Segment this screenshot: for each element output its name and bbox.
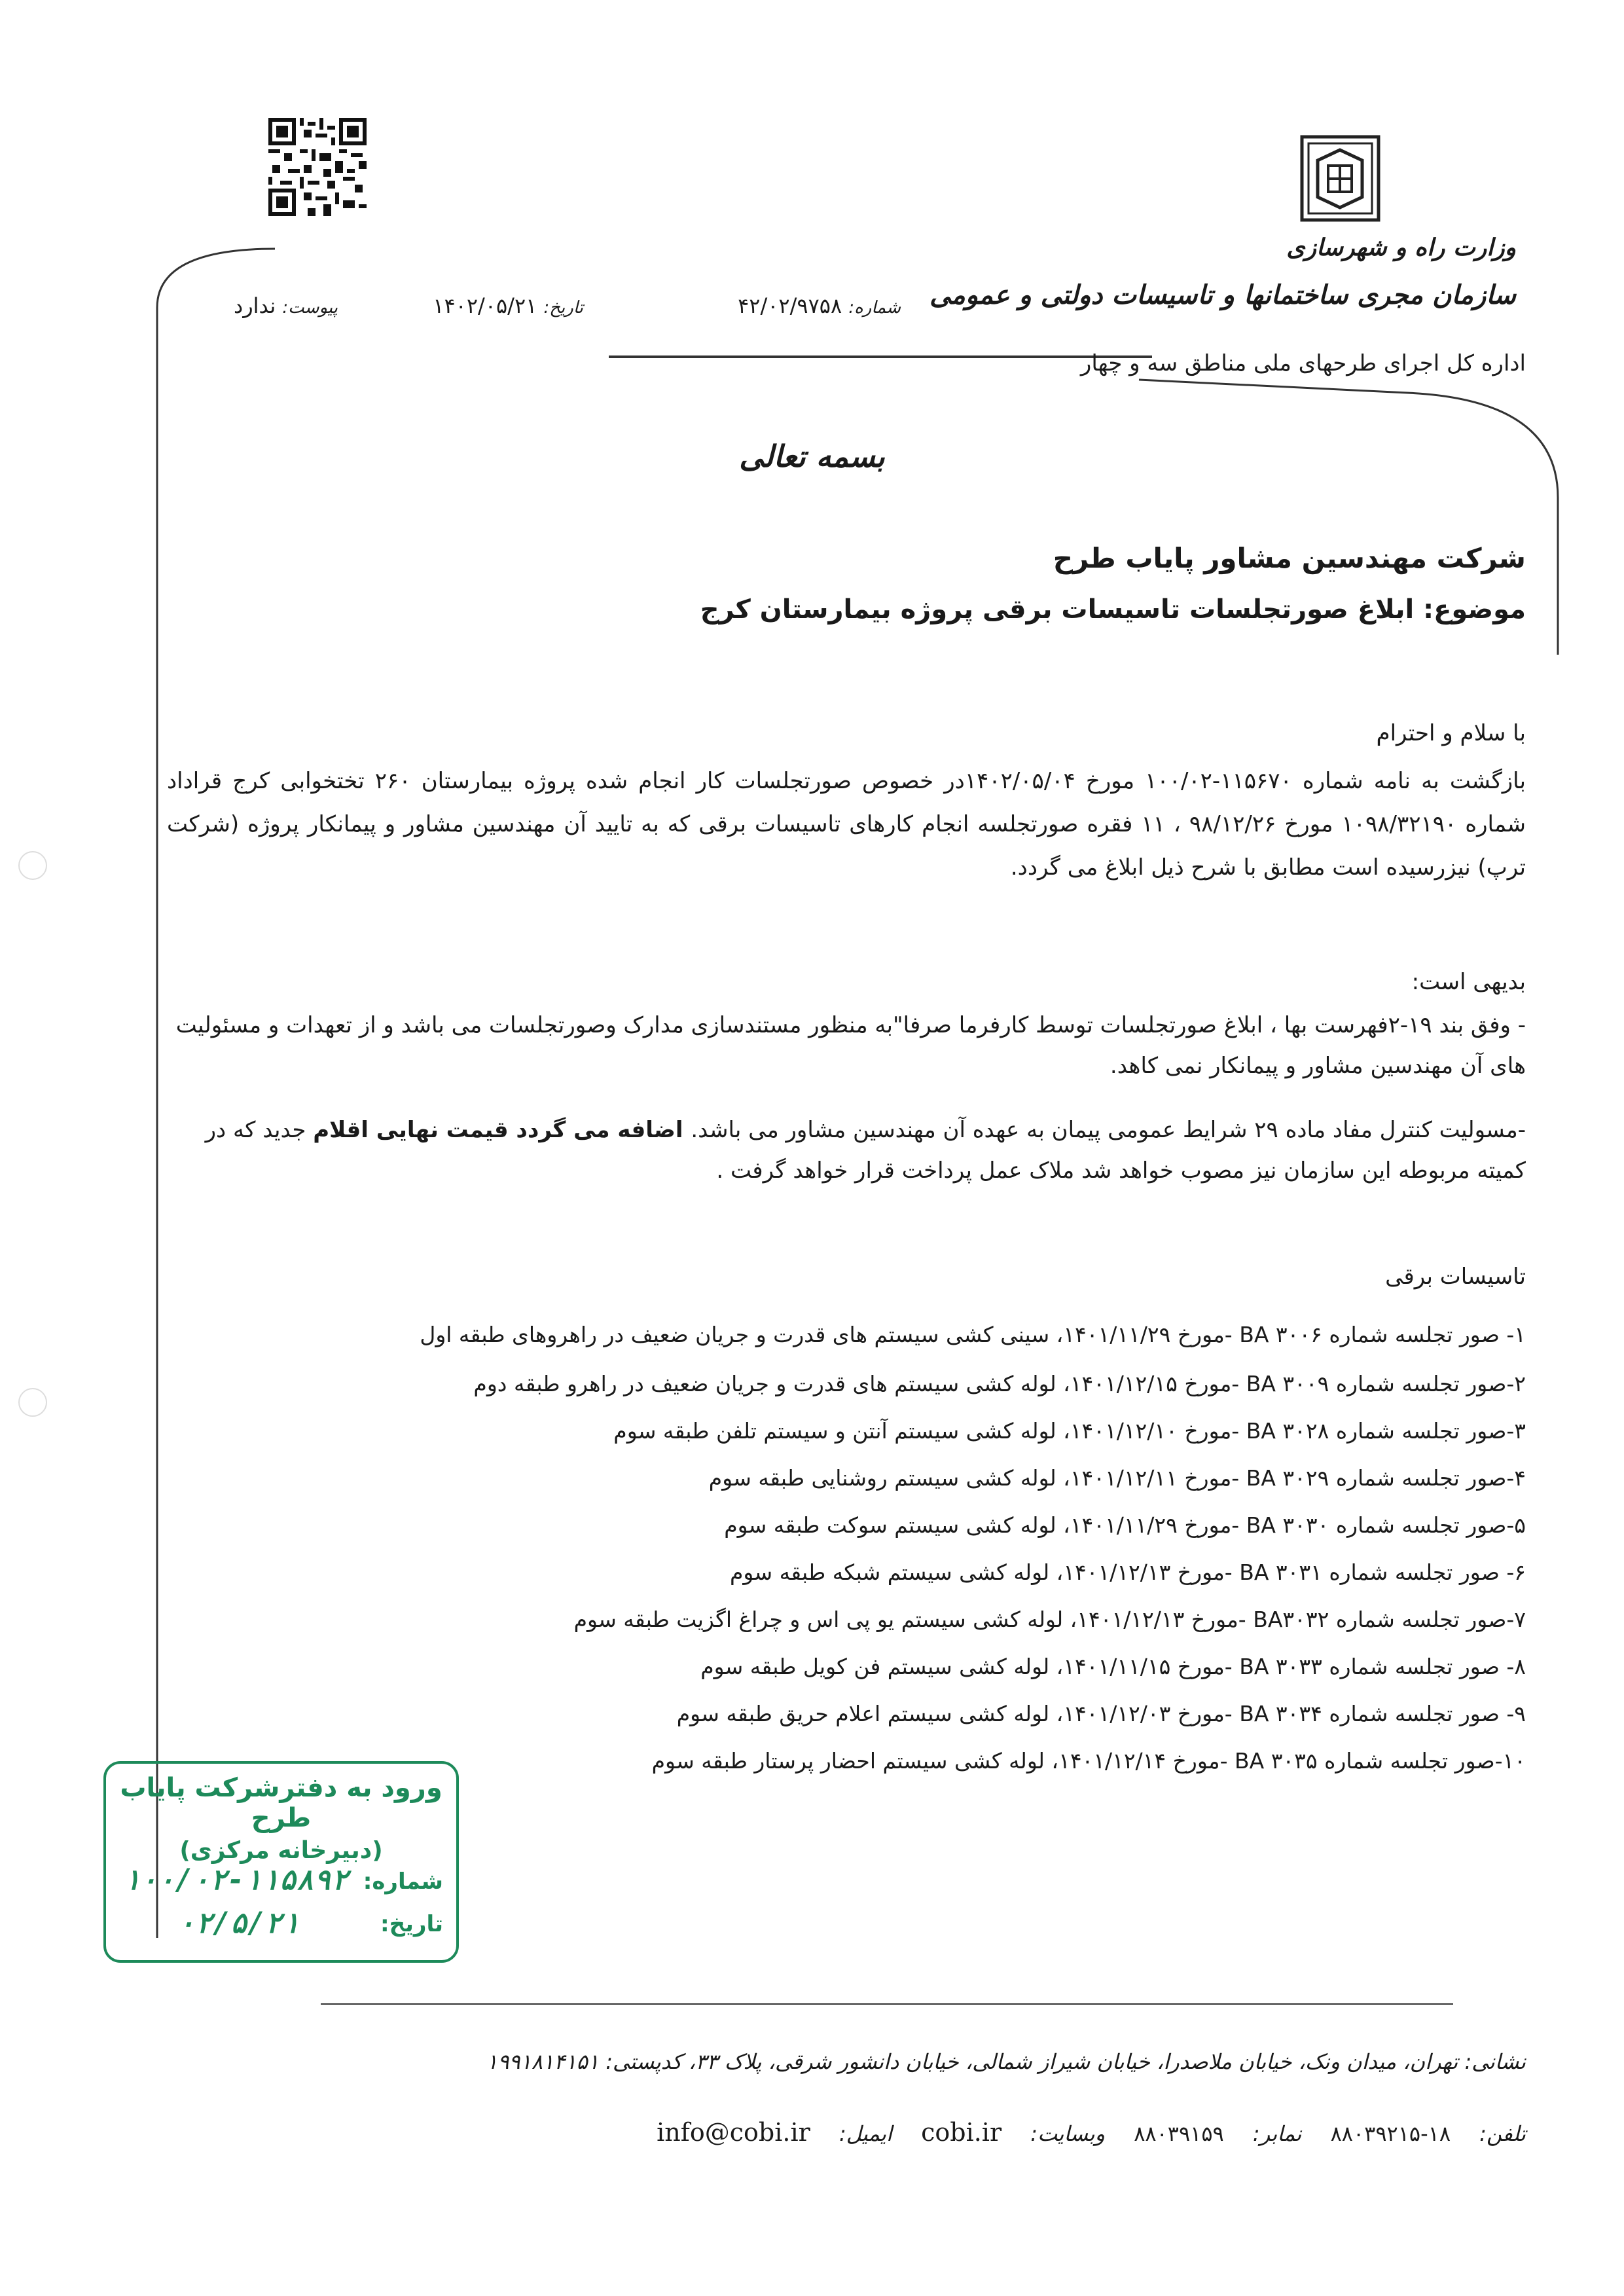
note-price-list: - وفق بند ۱۹-۲فهرست بها ، ابلاغ صورتجلسات توسط کارفرما صرفا"به منظور مستندسازی مدارک وصورتجلسات می باشد و از تعهدات و مسئولیت های آن مهندسین مشاور و پیمانکار نمی کاهد.: [175, 1012, 1526, 1079]
note-responsibility-b: اضافه می گردد قیمت نهایی اقلام: [313, 1117, 691, 1143]
letter-number: [738, 293, 901, 318]
list-item: ۹- صور تجلسه شماره BA ۳۰۳۴ -مورخ ۱۴۰۱/۱۲/۰۳، لوله کشی سیستم اعلام حریق طبقه سوم: [676, 1701, 1526, 1726]
stamp-number-label: شماره:: [363, 1868, 443, 1895]
list-item: ۱۰-صور تجلسه شماره BA ۳۰۳۵ -مورخ ۱۴۰۱/۱۲/۱۴، لوله کشی سیستم احضار پرستار طبقه سوم: [651, 1748, 1526, 1774]
note-responsibility-c: جدید که در کمیته مربوطه این سازمان نیز مصوب خواهد شد ملاک عمل پرداخت قرار خواهد گرفت .: [205, 1117, 1526, 1184]
attachment-value: ندارد: [233, 293, 276, 318]
list-item: ۷-صور تجلسه شماره BA۳۰۳۲ -مورخ ۱۴۰۱/۱۲/۱۳، لوله کشی سیستم یو پی اس و چراغ اگزیت طبقه سوم: [573, 1607, 1526, 1632]
minutes-list: [167, 1309, 1526, 1785]
letter-date-value: ۱۴۰۲/۰۵/۲۱: [433, 293, 537, 318]
stamp-date-label: تاریخ:: [380, 1911, 443, 1937]
note-responsibility-a: -مسولیت کنترل مفاد ماده ۲۹ شرایط عمومی پیمان به عهده آن مهندسین مشاور می باشد.: [691, 1117, 1526, 1143]
list-item: ۲-صور تجلسه شماره BA ۳۰۰۹ -مورخ ۱۴۰۱/۱۲/۱۵، لوله کشی سیستم های قدرت و جریان ضعیف در راهرو طبقه دوم: [473, 1371, 1526, 1396]
phone-number: ۱۸-۸۸۰۳۹۲۱۵: [1330, 2121, 1451, 2146]
letter-date: [433, 293, 583, 318]
stamp-number-value: ۱۰۰/۰۲-۱۱۵۸۹۲: [123, 1863, 349, 1897]
letter-date-label: تاریخ:: [543, 298, 583, 318]
organization-name: سازمان مجری ساختمانها و تاسیسات دولتی و عمومی: [929, 280, 1516, 310]
fax-number: ۸۸۰۳۹۱۵۹: [1134, 2121, 1224, 2146]
recipient: شرکت مهندسین مشاور پایاب طرح: [1053, 542, 1526, 574]
paragraph-reference: بازگشت به نامه شماره ۱۱۵۶۷۰-۱۰۰/۰۲ مورخ ۱۴۰۲/۰۵/۰۴در خصوص صورتجلسات کار انجام شده پروژه بیمارستان ۲۶۰ تختخوابی کرج قراداد شماره ۱۰۹۸/۳۲۱۹۰ مورخ ۹۸/۱۲/۲۶ ، ۱۱ فقره صورتجلسه انجام کارهای تاسیسات برقی که به تایید آن مهندسین مشاور و پیمانکار پروژه (شرکت ترپ) نیزرسیده است مطابق با شرح ذیل ابلاغ می گردد.: [167, 768, 1526, 881]
list-item: ۴-صور تجلسه شماره BA ۳۰۲۹ -مورخ ۱۴۰۱/۱۲/۱۱، لوله کشی سیستم روشنایی طبقه سوم: [708, 1465, 1526, 1491]
email-label: ایمیل:: [839, 2121, 892, 2146]
obvious-heading: بدیهی است:: [1411, 969, 1526, 995]
list-item: ۶- صور تجلسه شماره BA ۳۰۳۱ -مورخ ۱۴۰۱/۱۲/۱۳، لوله کشی سیستم شبکه طبقه سوم: [729, 1559, 1526, 1585]
office-name: اداره کل اجرای طرحهای ملی مناطق سه و چهار: [1080, 350, 1526, 376]
receipt-stamp: [103, 1761, 459, 1963]
stamp-date-value: ۰۲/۵/۲۱: [178, 1906, 300, 1940]
footer-divider: [321, 2003, 1453, 2005]
letter-number-label: شماره:: [848, 298, 901, 318]
stamp-subtitle: (دبیرخانه مرکزی): [179, 1837, 383, 1864]
subject: موضوع: ابلاغ صورتجلسات تاسیسات برقی پروژه بیمارستان کرج: [700, 594, 1526, 625]
section-title: تاسیسات برقی: [1385, 1264, 1526, 1290]
footer-address: نشانی: تهران، میدان ونک، خیابان ملاصدرا، خیابان شیراز شمالی، خیابان دانشور شرقی، پلاک ۳۳، کدپستی: ۱۹۹۱۸۱۴۱۵۱: [486, 2049, 1526, 2074]
punch-hole-mark: [18, 851, 47, 880]
email-link[interactable]: info@cobi.ir: [657, 2118, 810, 2147]
footer-contact: [634, 2118, 1526, 2147]
greeting: با سلام و احترام: [1376, 720, 1526, 746]
note-responsibility: [167, 1110, 1526, 1191]
letter-attachment: [234, 293, 338, 318]
letter-number-value: ۴۲/۰۲/۹۷۵۸: [738, 293, 842, 318]
ministry-name: وزارت راه و شهرسازی: [1286, 234, 1516, 261]
attachment-label: پیوست:: [282, 298, 338, 318]
fax-label: نمابر:: [1252, 2121, 1302, 2146]
basmala: بسمه تعالی: [739, 439, 885, 474]
list-item: ۵-صور تجلسه شماره BA ۳۰۳۰ -مورخ ۱۴۰۱/۱۱/۲۹، لوله کشی سیستم سوکت طبقه سوم: [724, 1512, 1526, 1538]
list-item: ۸- صور تجلسه شماره BA ۳۰۳۳ -مورخ ۱۴۰۱/۱۱/۱۵، لوله کشی سیستم فن کویل طبقه سوم: [700, 1654, 1526, 1679]
phone-label: تلفن:: [1479, 2121, 1526, 2146]
qr-code: [268, 118, 367, 216]
website-link[interactable]: cobi.ir: [921, 2118, 1002, 2147]
list-item: ۳-صور تجلسه شماره BA ۳۰۲۸ -مورخ ۱۴۰۱/۱۲/۱۰، لوله کشی سیستم آنتن و سیستم تلفن طبقه سوم: [613, 1418, 1526, 1444]
stamp-title: ورود به دفترشرکت پایاب طرح: [120, 1773, 442, 1833]
ministry-logo: [1299, 134, 1381, 223]
punch-hole-mark: [18, 1388, 47, 1417]
website-label: وبسایت:: [1030, 2121, 1106, 2146]
list-item: ۱- صور تجلسه شماره BA ۳۰۰۶ -مورخ ۱۴۰۱/۱۱/۲۹، سینی کشی سیستم های قدرت و جریان ضعیف در راهروهای طبقه اول: [420, 1322, 1526, 1347]
